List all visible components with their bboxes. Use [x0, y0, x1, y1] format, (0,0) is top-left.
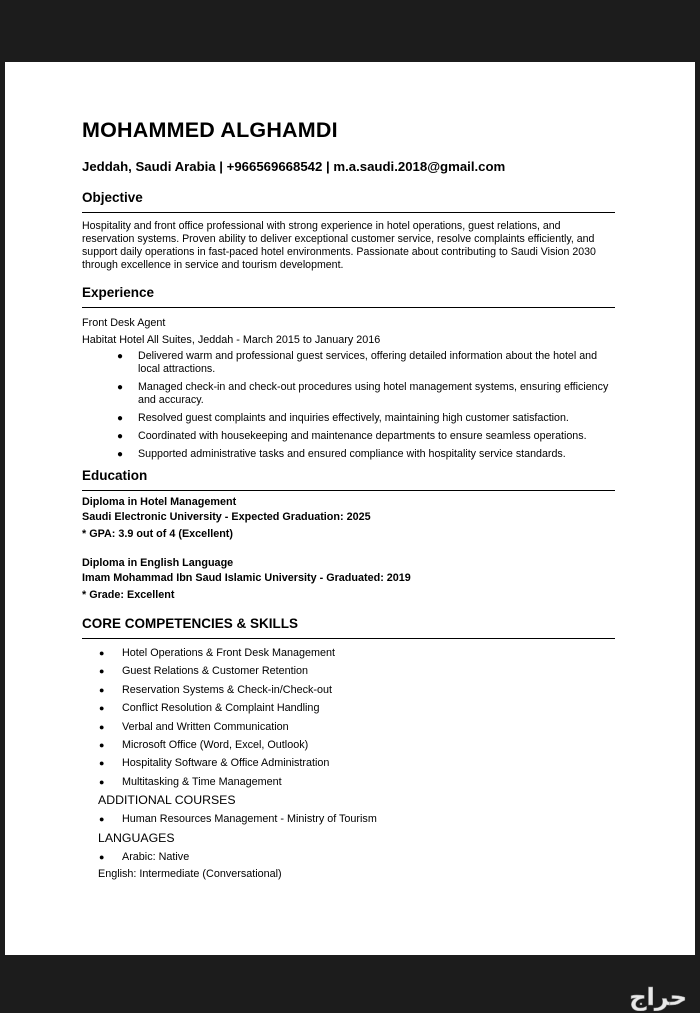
degree-title: Diploma in English Language: [82, 557, 234, 569]
list-item: [82, 350, 615, 376]
bullet-text: Supported administrative tasks and ensured compliance with hospitality service standards.: [138, 448, 566, 460]
skill-text: Verbal and Written Communication: [122, 720, 289, 733]
list-item: [82, 381, 615, 407]
education-heading: Education: [82, 467, 615, 491]
list-item: [82, 430, 615, 443]
experience-bullets: [82, 350, 615, 461]
list-item: [82, 646, 615, 660]
bullet-text: Delivered warm and professional guest services, offering detailed information about the hotel and local attractions.: [138, 350, 598, 375]
bullet-icon: ●: [117, 413, 124, 424]
list-item: [82, 738, 615, 752]
bullet-icon: ●: [99, 666, 105, 677]
bullet-text: Managed check-in and check-out procedures using hotel management systems, ensuring efficiency and accuracy.: [138, 381, 609, 406]
experience-heading: Experience: [82, 284, 615, 308]
bullet-icon: ●: [99, 814, 105, 825]
course-text: Human Resources Management - Ministry of Tourism: [122, 813, 377, 826]
bullet-icon: ●: [99, 739, 105, 750]
bullet-text: Resolved guest complaints and inquiries effectively, maintaining high customer satisfaction.: [138, 412, 569, 424]
list-item: [82, 756, 615, 770]
list-item: [82, 775, 615, 789]
list-item: [82, 701, 615, 715]
languages-list: [82, 850, 615, 864]
degree-title: Diploma in Hotel Management: [82, 496, 237, 508]
list-item: [82, 850, 615, 864]
bullet-text: Coordinated with housekeeping and maintenance departments to ensure seamless operations.: [138, 430, 587, 442]
list-item: [82, 412, 615, 425]
objective-text: Hospitality and front office professional with strong experience in hotel operations, guest relations, and reservation systems. Proven ability to deliver exceptional customer service, resolve complaints efficiently, and support daily operations in fast-paced hotel environments. Passionate about contributing to Saudi Vision 2030 through excellence in service and tourism development.: [82, 220, 596, 271]
haraj-watermark-logo: [562, 981, 692, 1011]
watermark-text: حراج: [629, 983, 687, 1011]
bullet-icon: ●: [99, 703, 105, 714]
bullet-icon: ●: [99, 684, 105, 695]
bullet-icon: ●: [117, 382, 124, 393]
skill-text: Reservation Systems & Check-in/Check-out: [122, 683, 333, 696]
language-text: Arabic: Native: [122, 850, 190, 863]
list-item: [82, 720, 615, 734]
job-place: Habitat Hotel All Suites, Jeddah - March 2015 to January 2016: [82, 334, 381, 346]
list-item: [82, 448, 615, 461]
bullet-icon: ●: [117, 449, 124, 460]
list-item: [82, 683, 615, 697]
bullet-icon: ●: [99, 758, 105, 769]
degree-school: Saudi Electronic University - Expected Graduation: 2025: [82, 511, 371, 523]
bullet-icon: ●: [99, 648, 105, 658]
skill-text: Hotel Operations & Front Desk Management: [122, 647, 336, 659]
list-item: [82, 664, 615, 678]
courses-heading: ADDITIONAL COURSES: [98, 793, 236, 808]
bullet-icon: ●: [117, 431, 124, 442]
skill-text: Hospitality Software & Office Administration: [122, 757, 330, 770]
languages-heading: LANGUAGES: [98, 830, 175, 845]
job-title: Front Desk Agent: [82, 317, 166, 329]
bullet-icon: ●: [99, 721, 105, 732]
resume-content: [82, 117, 615, 881]
degree-note: * GPA: 3.9 out of 4 (Excellent): [82, 528, 233, 540]
candidate-name: MOHAMMED ALGHAMDI: [82, 118, 338, 142]
list-item: [82, 812, 615, 826]
bullet-icon: ●: [99, 776, 105, 787]
degree-note: * Grade: Excellent: [82, 589, 175, 601]
bullet-icon: ●: [117, 351, 124, 362]
skills-heading: CORE COMPETENCIES & SKILLS: [82, 615, 615, 639]
contact-line: Jeddah, Saudi Arabia | +966569668542 | m.a.saudi.2018@gmail.com: [82, 159, 506, 174]
courses-list: [82, 812, 615, 826]
skill-text: Multitasking & Time Management: [122, 775, 282, 788]
skill-text: Conflict Resolution & Complaint Handling: [122, 702, 320, 715]
objective-heading: Objective: [82, 189, 615, 213]
skill-text: Guest Relations & Customer Retention: [122, 665, 309, 678]
degree-school: Imam Mohammad Ibn Saud Islamic University - Graduated: 2019: [82, 572, 411, 584]
skills-list: [82, 646, 615, 789]
skill-text: Microsoft Office (Word, Excel, Outlook): [122, 738, 309, 751]
resume-page: [5, 62, 695, 955]
bullet-icon: ●: [99, 851, 105, 862]
language-english: English: Intermediate (Conversational): [98, 867, 282, 880]
